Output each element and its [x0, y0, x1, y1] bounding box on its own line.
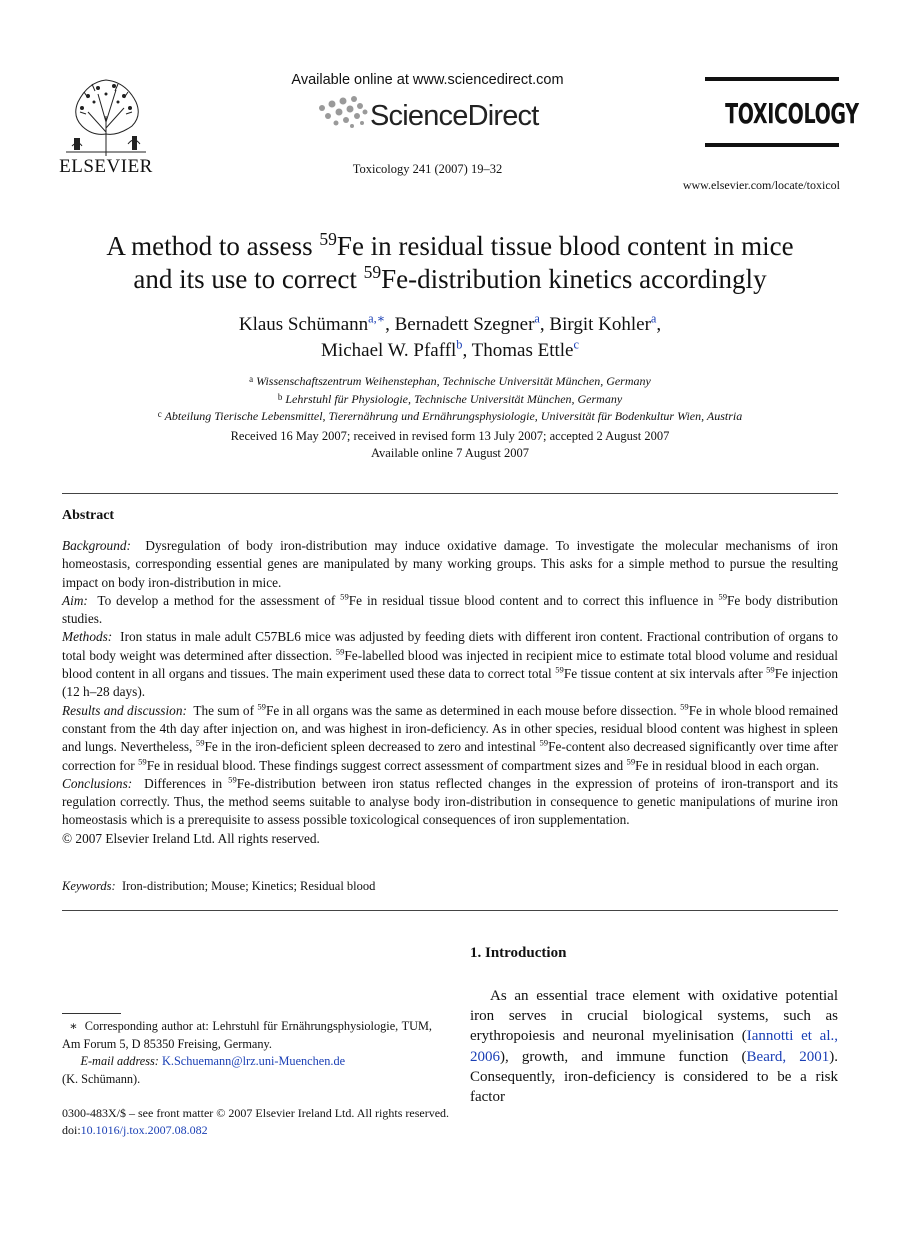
affiliation-item: $^a$ Wissenschaftszentrum Weihenstephan, Technische Universität München, Germany	[249, 374, 651, 388]
affiliation-item: $^b$ Lehrstuhl für Physiologie, Technische Universität München, Germany	[277, 391, 623, 406]
article-dates	[60, 428, 840, 462]
article-title: A method to assess $^{59}$Fe in residual tissue blood content in mice and its use to correct $^{59}$Fe-distribution kinetics accordingly	[106, 229, 794, 294]
affiliation-item: $^c$ Abteilung Tierische Lebensmittel, Tierernährung und Ernährungsphysiologie, Universität für Bodenkultur Wien, Austria	[157, 409, 743, 423]
abstract-copyright: © 2007 Elsevier Ireland Ltd. All rights reserved.	[62, 830, 320, 846]
journal-logo-bar-bottom	[705, 143, 839, 147]
journal-url[interactable]: www.elsevier.com/locate/toxicol	[682, 178, 840, 192]
front-matter	[62, 1105, 449, 1139]
author-list: Klaus Schümann$^{a,∗}$, Bernadett Szegner$^a$, Birgit Kohler$^a$, Michael W. Pfaffl$^b$, Thomas Ettle$^c$	[238, 311, 662, 361]
publisher-name: ELSEVIER	[59, 156, 153, 177]
abstract-aim: Aim: To develop a method for the assessment of $^{59}$Fe in residual tissue blood content and to correct this influence in $^{59}$Fe body distribution studies.	[62, 591, 838, 627]
journal-logo-bar-top	[705, 77, 839, 81]
abstract-body	[62, 537, 838, 848]
abstract-methods: Methods: Iron status in male adult C57BL6 mice was adjusted by feeding diets with different iron content. Fractional contribution of organs to total body weight was determined after dissection. $^{59}$Fe-labelled blood was injected in recipient mice to estimate total blood volume and residual blood content in all organs and tissues. The main experiment used these data to correct total $^{59}$Fe tissue content at six intervals after $^{59}$Fe injection (12 h–28 days).	[62, 629, 839, 700]
journal-logo: TOXICOLOGY	[725, 97, 859, 130]
divider	[62, 910, 838, 911]
footnote-rule	[62, 1013, 121, 1014]
online-date: Available online 7 August 2007	[370, 446, 530, 460]
introduction-text: As an essential trace element with oxidative potential iron serves in crucial biological systems, such as erythropoiesis and neuronal myelinisation (Iannotti et al., 2006), growth, and immune function (Beard, 2001). Consequently, iron-deficiency is considered to be a risk factor	[470, 988, 838, 1106]
author-name[interactable]: Bernadett Szegner	[394, 314, 535, 335]
corresponding-author-footnote: ∗ Corresponding author at: Lehrstuhl für Ernährungsphysiologie, TUM, Am Forum 5, D 85350 Freising, Germany. E-mail address: K.Schuemann@lrz.uni-Muenchen.de (K. Schümann).	[62, 1019, 433, 1086]
abstract-background: Background: Dysregulation of body iron-distribution may induce oxidative damage. To investigate the molecular mechanisms of iron homeostasis, corresponding essential genes are manipulated by many working groups. This asks for a simple method to pursue the resulting impact on body iron-distribution in mice.	[62, 538, 838, 590]
received-dates: Received 16 May 2007; received in revised form 13 July 2007; accepted 2 August 2007	[230, 429, 670, 443]
author-name[interactable]: Michael W. Pfaffl	[321, 340, 457, 361]
email-link[interactable]: K.Schuemann@lrz.uni-Muenchen.de	[161, 1054, 346, 1068]
journal-citation: Toxicology 241 (2007) 19–32	[352, 162, 503, 176]
section-heading-introduction: 1. Introduction	[470, 945, 567, 961]
citation-link[interactable]: Beard, 2001	[746, 1048, 830, 1065]
issn-line: 0300-483X/$ – see front matter © 2007 Elsevier Ireland Ltd. All rights reserved.	[62, 1106, 450, 1120]
doi-line: doi:10.1016/j.tox.2007.08.082	[62, 1123, 208, 1137]
citation-link[interactable]: Iannotti et al., 2006	[470, 1028, 838, 1065]
sciencedirect-wordmark: ScienceDirect	[370, 100, 539, 132]
affiliations	[40, 372, 860, 425]
keywords: Keywords: Iron-distribution; Mouse; Kinetics; Residual blood	[62, 879, 376, 893]
author-name[interactable]: Klaus Schümann	[238, 314, 369, 335]
doi-link[interactable]: 10.1016/j.tox.2007.08.082	[80, 1123, 208, 1137]
author-name[interactable]: Birgit Kohler	[549, 314, 651, 335]
elsevier-tree-logo	[58, 72, 154, 156]
author-name[interactable]: Thomas Ettle	[471, 340, 574, 361]
divider	[62, 493, 838, 494]
abstract-conclusions: Conclusions: Differences in $^{59}$Fe-distribution between iron status reflected changes in the expression of proteins of iron-transport and its regulation correctly. Thus, the method seems suitable to analyse body iron-distribution in consequence to genetic manipulations of murine iron homeostasis which is a prerequisite to assess possible toxicological consequences of iron supplementation.	[62, 774, 838, 828]
abstract-results: Results and discussion: The sum of $^{59}$Fe in all organs was the same as determined in each mouse before dissection. $^{59}$Fe in whole blood remained constant from the 4th day after injection on, and was highest in iron-deficiency. As in other species, residual blood content was highest in spleen and lungs. Nevertheless, $^{59}$Fe in the iron-deficient spleen decreased to zero and intestinal $^{59}$Fe-content also decreased significantly over time after correction for $^{59}$Fe in residual blood. These findings suggest correct assessment of compartment sizes and $^{59}$Fe in residual blood in each organ.	[62, 701, 839, 773]
abstract-heading: Abstract	[62, 508, 115, 523]
available-online[interactable]: Available online at www.sciencedirect.com	[291, 72, 564, 88]
